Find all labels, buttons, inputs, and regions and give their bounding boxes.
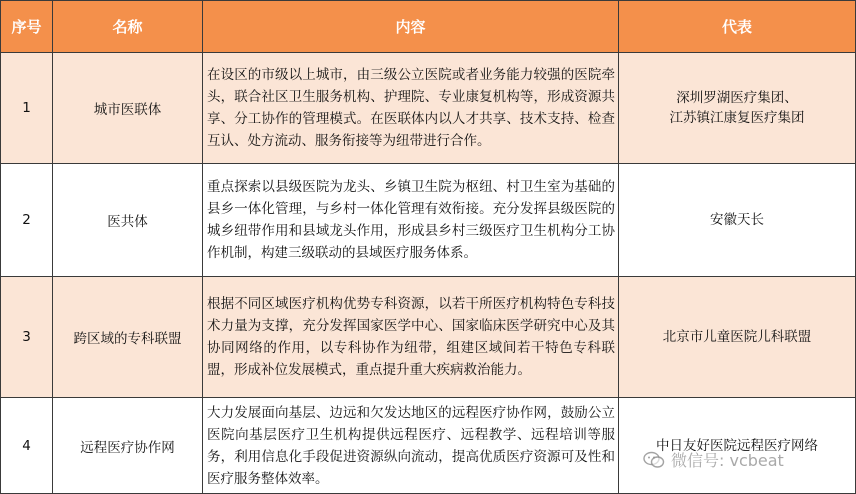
row-index: 4 xyxy=(1,398,53,494)
table-row xyxy=(1,53,856,164)
row-index: 2 xyxy=(1,164,53,277)
header-name: 名称 xyxy=(53,1,203,53)
row-representative: 安徽天长 xyxy=(619,164,856,277)
table-row xyxy=(1,277,856,398)
watermark xyxy=(643,448,784,471)
row-name: 远程医疗协作网 xyxy=(53,398,203,494)
table-row xyxy=(1,164,856,277)
row-representative: 中日友好医院远程医疗网络 xyxy=(619,398,856,494)
row-index: 3 xyxy=(1,277,53,398)
header-row xyxy=(1,1,856,53)
row-representative xyxy=(619,53,856,164)
row-content: 大力发展面向基层、边远和欠发达地区的远程医疗协作网，鼓励公立医院向基层医疗卫生机构提供远程医疗、远程教学、远程培训等服务，利用信息化手段促进资源纵向流动，提高优质医疗资源可及性和医疗服务整体效率。 xyxy=(203,398,619,494)
table-row xyxy=(1,398,856,494)
row-content: 重点探索以县级医院为龙头、乡镇卫生院为枢纽、村卫生室为基础的县乡一体化管理，与乡村一体化管理有效衔接。充分发挥县级医院的城乡纽带作用和县域龙头作用，形成县乡村三级医疗卫生机构分工协作机制，构建三级联动的县域医疗服务体系。 xyxy=(203,164,619,277)
row-name: 跨区域的专科联盟 xyxy=(53,277,203,398)
row-index: 1 xyxy=(1,53,53,164)
wechat-icon xyxy=(643,451,665,469)
header-content: 内容 xyxy=(203,1,619,53)
header-index: 序号 xyxy=(1,1,53,53)
row-representative: 北京市儿童医院儿科联盟 xyxy=(619,277,856,398)
row-name: 城市医联体 xyxy=(53,53,203,164)
row-content: 根据不同区域医疗机构优势专科资源，以若干所医疗机构特色专科技术力量为支撑，充分发挥国家医学中心、国家临床医学研究中心及其协同网络的作用，以专科协作为纽带，组建区域间若干特色专科联盟，形成补位发展模式，重点提升重大疾病救治能力。 xyxy=(203,277,619,398)
row-representative-text: 深圳罗湖医疗集团、 江苏镇江康复医疗集团 xyxy=(669,90,805,126)
row-name: 医共体 xyxy=(53,164,203,277)
watermark-text: 微信号: vcbeat xyxy=(671,451,784,470)
header-representative: 代表 xyxy=(619,1,856,53)
row-content: 在设区的市级以上城市，由三级公立医院或者业务能力较强的医院牵头，联合社区卫生服务机构、护理院、专业康复机构等，形成资源共享、分工协作的管理模式。在医联体内以人才共享、技术支持、检查互认、处方流动、服务衔接等为纽带进行合作。 xyxy=(203,53,619,164)
